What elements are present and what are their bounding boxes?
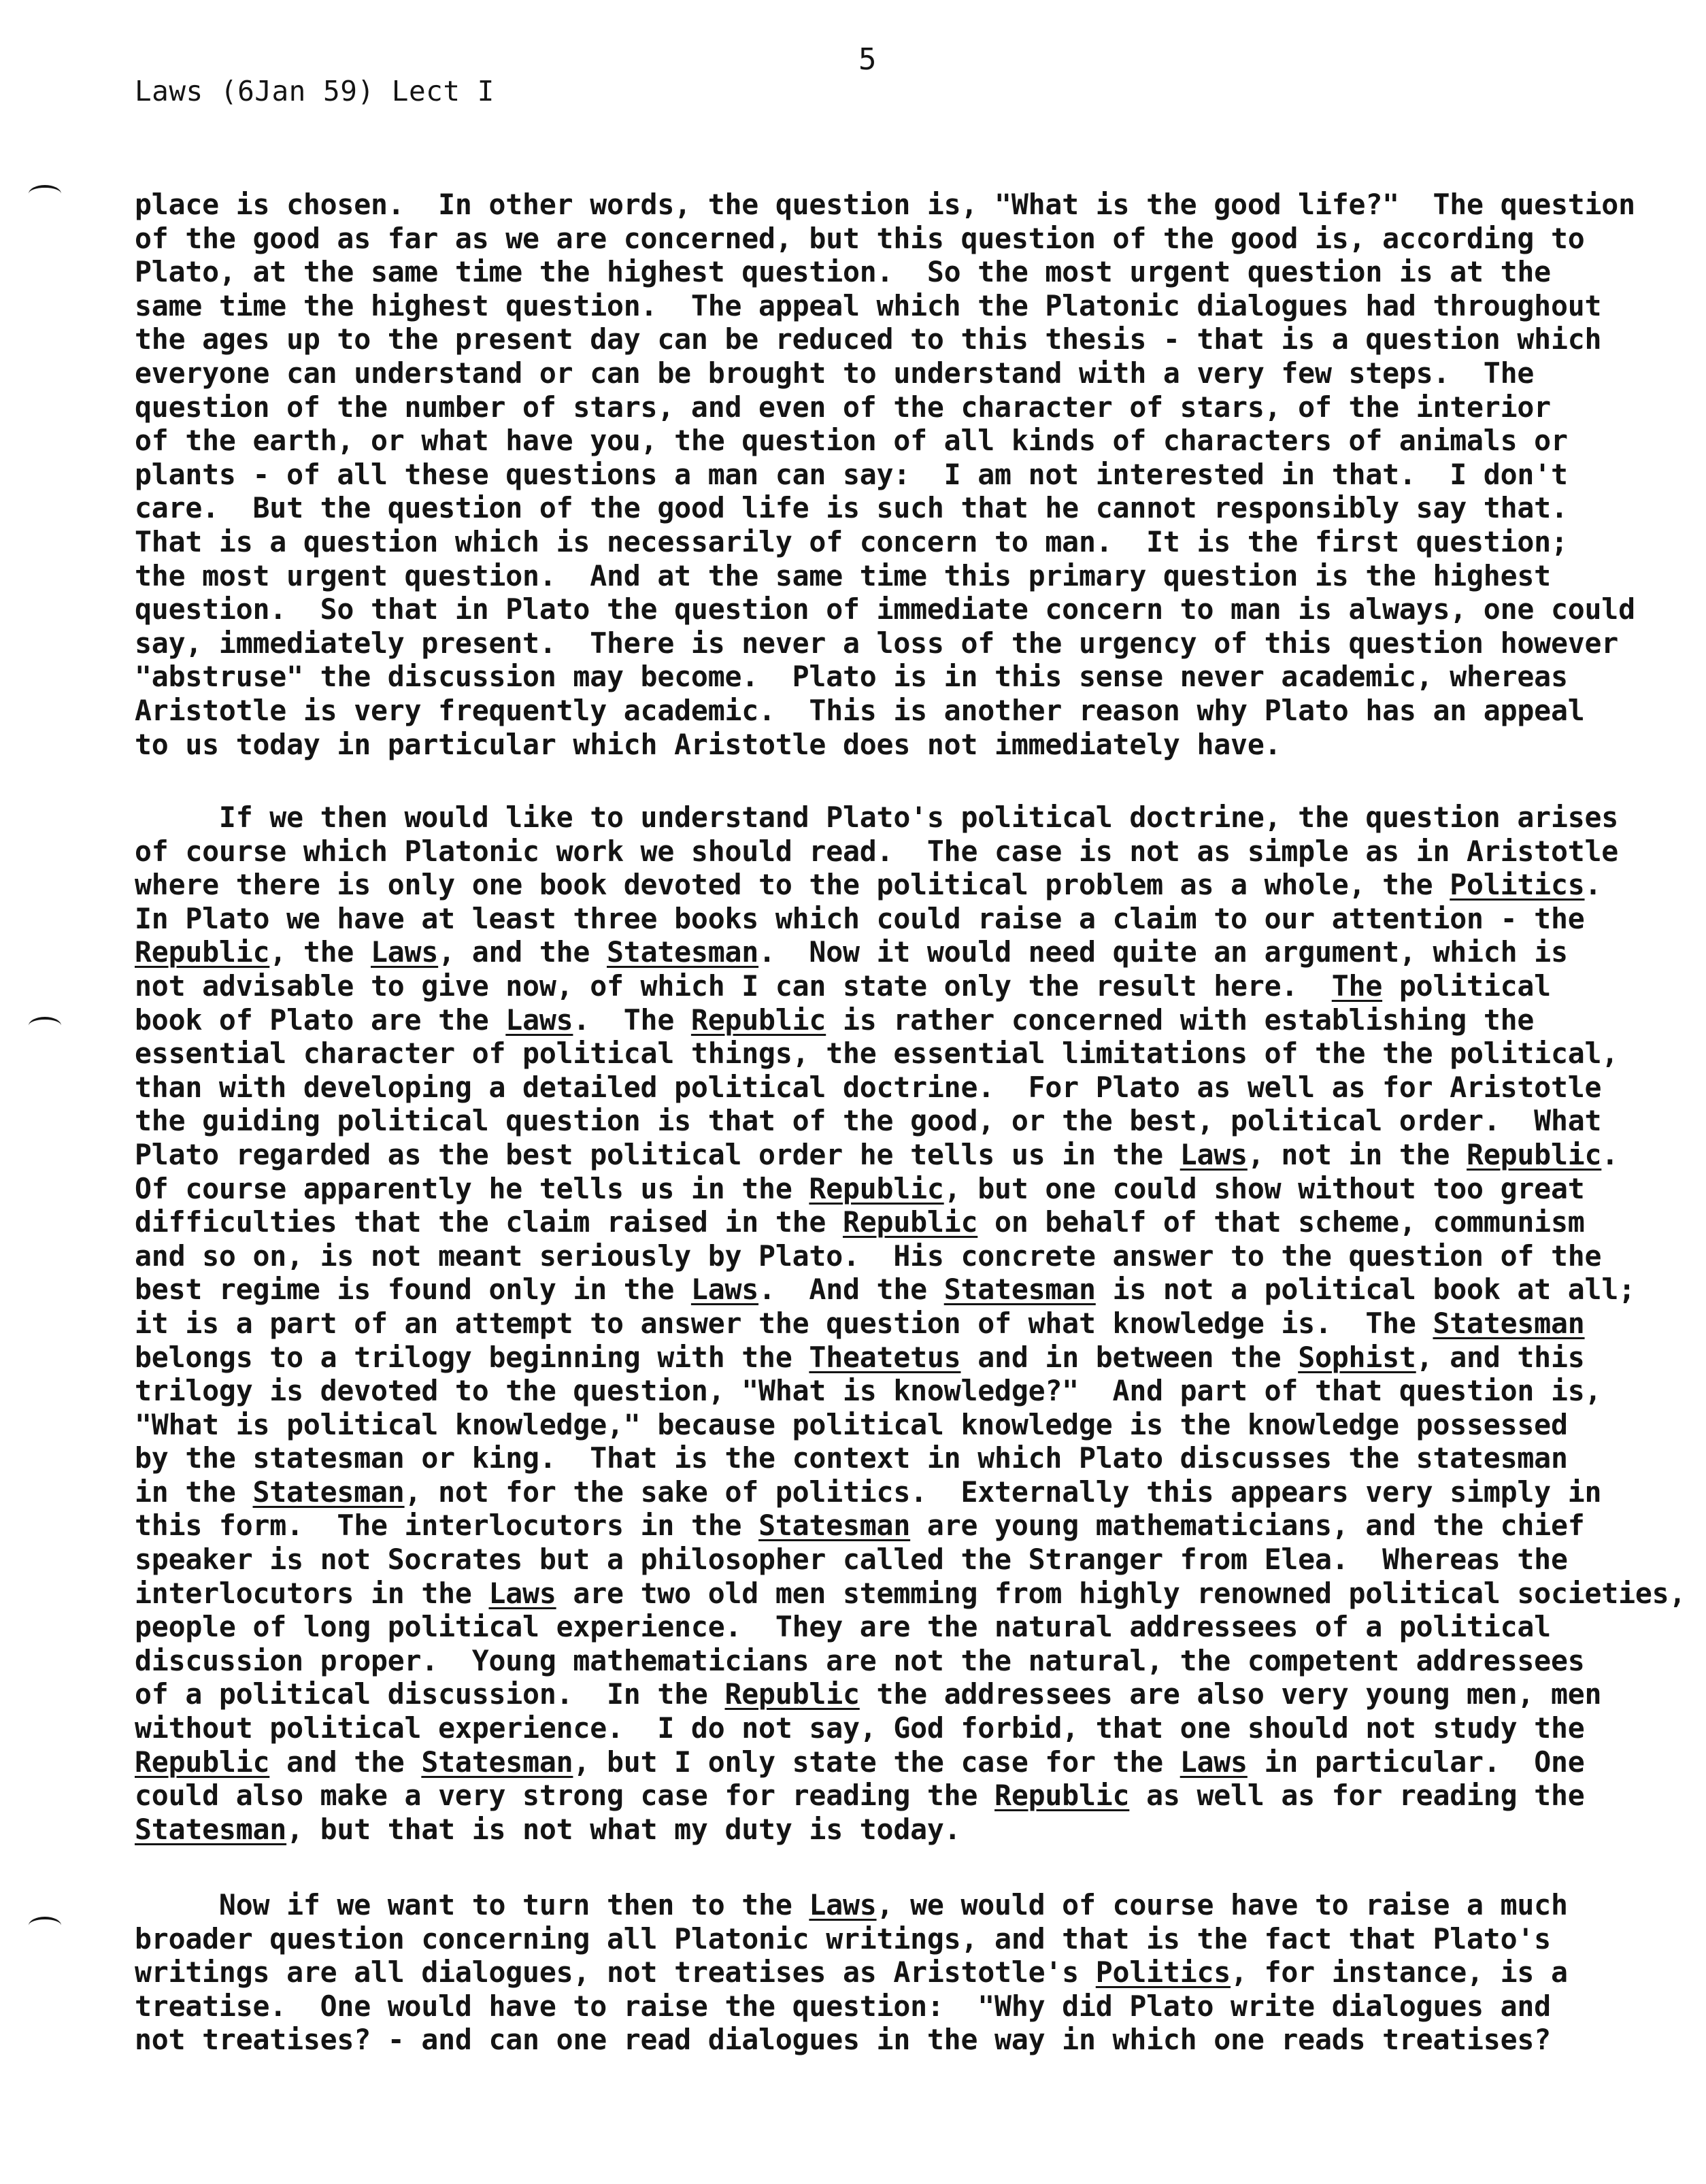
text-run: . Now it would need quite an argument, which is	[758, 935, 1568, 969]
underlined-title: Statesman	[1433, 1306, 1585, 1340]
text-run: is not a political book at all;	[1095, 1273, 1635, 1307]
text-run: . The	[573, 1003, 691, 1037]
underlined-title: Sophist	[1298, 1340, 1416, 1374]
text-line	[135, 1341, 1672, 1375]
text-line	[135, 1888, 1672, 1922]
text-run: not advisable to give now, of which I can state only the result here.	[135, 969, 1332, 1003]
text-line	[135, 1779, 1672, 1813]
text-run: in the	[135, 1475, 253, 1509]
text-run: where there is only one book devoted to the political problem as a whole, the	[135, 868, 1450, 902]
text-line	[135, 835, 1672, 869]
text-run: political	[1382, 969, 1551, 1003]
text-run: same time the highest question. The appeal which the Platonic dialogues had throughout	[135, 288, 1602, 322]
text-run: question. So that in Plato the question of immediate concern to man is always, one could	[135, 592, 1635, 626]
text-line	[135, 289, 1672, 323]
margin-mark	[29, 1017, 61, 1035]
text-run: of the good as far as we are concerned, but this question of the good is, according to	[135, 221, 1585, 255]
text-line	[135, 935, 1672, 969]
text-run: and so on, is not meant seriously by Plato. His concrete answer to the question of the	[135, 1239, 1602, 1273]
text-run: as well as for reading the	[1129, 1779, 1585, 1813]
underlined-title: Republic	[809, 1171, 944, 1205]
text-line	[135, 1104, 1672, 1138]
text-run: in particular. One	[1247, 1745, 1585, 1779]
text-run: to us today in particular which Aristotle does not immediately have.	[135, 727, 1282, 761]
text-line	[135, 1138, 1672, 1172]
text-line	[135, 1172, 1672, 1206]
underlined-title: Republic	[724, 1677, 860, 1711]
text-run: , the	[269, 935, 371, 969]
text-line	[135, 626, 1672, 660]
text-run: , not in the	[1247, 1137, 1467, 1171]
text-run: If we then would like to understand Plato's political doctrine, the question arises	[135, 801, 1619, 834]
underlined-title: Politics	[1095, 1955, 1231, 1989]
underlined-title: Laws	[488, 1576, 556, 1610]
text-line	[135, 222, 1672, 256]
text-run: writings are all dialogues, not treatises as Aristotle's	[135, 1955, 1096, 1989]
text-line	[135, 1475, 1672, 1509]
text-line	[135, 1711, 1672, 1745]
underlined-title: Laws	[1180, 1137, 1248, 1171]
text-run: place is chosen. In other words, the question is, "What is the good life?" The question	[135, 188, 1635, 221]
text-run: Now if we want to turn then to the	[135, 1888, 809, 1921]
text-run: difficulties that the claim raised in the	[135, 1205, 843, 1239]
text-run: .	[1584, 868, 1602, 902]
text-run: speaker is not Socrates but a philosopher called the Stranger from Elea. Whereas the	[135, 1543, 1568, 1577]
underlined-title: Laws	[371, 935, 439, 969]
paragraph	[135, 188, 1672, 761]
text-run: than with developing a detailed political doctrine. For Plato as well as for Aristotle	[135, 1070, 1602, 1104]
text-run: the guiding political question is that of the good, or the best, political order. What	[135, 1104, 1602, 1138]
underlined-title: Statesman	[421, 1745, 573, 1779]
text-line	[135, 868, 1672, 902]
text-run: by the statesman or king. That is the context in which Plato discusses the statesman	[135, 1441, 1568, 1475]
text-line	[135, 322, 1672, 356]
text-line	[135, 525, 1672, 559]
text-run: are two old men stemming from highly renowned political societies,	[556, 1576, 1686, 1610]
underlined-title: Statesman	[607, 935, 759, 969]
text-run: Plato regarded as the best political order he tells us in the	[135, 1137, 1180, 1171]
text-run: best regime is found only in the	[135, 1273, 691, 1307]
underlined-title: Statesman	[943, 1273, 1096, 1307]
underlined-title: Statesman	[758, 1509, 911, 1543]
text-run: trilogy is devoted to the question, "What is knowledge?" And part of that question is,	[135, 1374, 1602, 1408]
text-line	[135, 660, 1672, 694]
text-run: In Plato we have at least three books which could raise a claim to our attention - the	[135, 901, 1585, 935]
text-run: broader question concerning all Platonic writings, and that is the fact that Plato's	[135, 1921, 1551, 1955]
text-line	[135, 255, 1672, 289]
text-line	[135, 1576, 1686, 1611]
text-line	[135, 356, 1672, 390]
text-run: , but one could show without too great	[943, 1171, 1585, 1205]
text-run: and in between the	[960, 1340, 1299, 1374]
underlined-title: Theatetus	[809, 1340, 961, 1374]
text-run: it is a part of an attempt to answer the question of what knowledge is. The	[135, 1306, 1433, 1340]
text-run: , but I only state the case for the	[573, 1745, 1180, 1779]
text-run: say, immediately present. There is never a loss of the urgency of this question however	[135, 626, 1619, 660]
text-line	[135, 1509, 1672, 1543]
text-run: Aristotle is very frequently academic. This is another reason why Plato has an appeal	[135, 693, 1585, 727]
underlined-title: Republic	[842, 1205, 978, 1239]
text-line	[135, 1205, 1672, 1239]
text-line	[135, 1813, 1672, 1847]
text-run: treatise. One would have to raise the question: "Why did Plato write dialogues and	[135, 1989, 1551, 2023]
text-line	[135, 1745, 1672, 1779]
text-run: , and the	[438, 935, 607, 969]
text-line	[135, 1610, 1672, 1644]
text-line	[135, 1374, 1672, 1408]
text-line	[135, 424, 1672, 458]
text-line	[135, 458, 1672, 492]
paragraph	[135, 1888, 1672, 2057]
underlined-title: Statesman	[135, 1812, 287, 1846]
text-line	[135, 969, 1672, 1003]
text-line	[135, 1003, 1672, 1037]
text-run: interlocutors in the	[135, 1576, 489, 1610]
text-line	[135, 1408, 1672, 1442]
text-line	[135, 1071, 1672, 1105]
text-line	[135, 188, 1672, 222]
text-run: care. But the question of the good life is such that he cannot responsibly say that.	[135, 491, 1568, 525]
text-line	[135, 1989, 1672, 2023]
text-run: could also make a very strong case for reading the	[135, 1779, 995, 1813]
text-run: everyone can understand or can be brought to understand with a very few steps. The	[135, 356, 1535, 390]
text-line	[135, 559, 1672, 593]
text-run: of the earth, or what have you, the question of all kinds of characters of animals or	[135, 424, 1568, 458]
text-run: .	[1601, 1137, 1619, 1171]
text-run: , but that is not what my duty is today.	[286, 1812, 961, 1846]
underlined-title: Republic	[994, 1779, 1130, 1813]
text-line	[135, 1922, 1672, 1956]
text-run: belongs to a trilogy beginning with the	[135, 1340, 809, 1374]
text-run: the ages up to the present day can be reduced to this thesis - that is a question which	[135, 322, 1602, 356]
text-run: on behalf of that scheme, communism	[977, 1205, 1585, 1239]
margin-mark	[29, 185, 61, 203]
text-run: , and this	[1416, 1340, 1585, 1374]
text-run: essential character of political things, the essential limitations of the the political,	[135, 1037, 1619, 1071]
text-line	[135, 390, 1672, 424]
page-number: 5	[858, 42, 877, 77]
text-run: not treatises? - and can one read dialogues in the way in which one reads treatises?	[135, 2023, 1551, 2057]
text-run: "What is political knowledge," because political knowledge is the knowledge possessed	[135, 1407, 1568, 1441]
text-run: of a political discussion. In the	[135, 1677, 725, 1711]
text-run: plants - of all these questions a man can say: I am not interested in that. I don't	[135, 457, 1568, 491]
underlined-title: Republic	[690, 1003, 826, 1037]
underlined-title: Laws	[809, 1888, 877, 1921]
underlined-title: Laws	[505, 1003, 573, 1037]
underlined-title: The	[1331, 969, 1383, 1003]
text-line	[135, 1273, 1672, 1307]
paragraph	[135, 801, 1686, 1846]
text-run: and the	[269, 1745, 422, 1779]
underlined-title: Laws	[1180, 1745, 1248, 1779]
text-run: book of Plato are the	[135, 1003, 506, 1037]
text-run: is rather concerned with establishing the	[826, 1003, 1535, 1037]
text-run: "abstruse" the discussion may become. Plato is in this sense never academic, whereas	[135, 660, 1568, 694]
text-line	[135, 1307, 1672, 1341]
underlined-title: Republic	[135, 1745, 270, 1779]
text-line	[135, 1955, 1672, 1989]
text-line	[135, 1677, 1672, 1711]
running-title: Laws (6Jan 59) Lect I	[135, 75, 495, 107]
text-line	[135, 1543, 1672, 1577]
text-run: , for instance, is a	[1231, 1955, 1568, 1989]
margin-mark	[29, 1917, 61, 1934]
text-line	[135, 491, 1672, 525]
text-run: , not for the sake of politics. Externally this appears very simply in	[404, 1475, 1602, 1509]
text-run: this form. The interlocutors in the	[135, 1509, 759, 1543]
underlined-title: Statesman	[252, 1475, 405, 1509]
text-run: the addressees are also very young men, men	[859, 1677, 1602, 1711]
text-run: of course which Platonic work we should read. The case is not as simple as in Aristotle	[135, 834, 1619, 868]
text-line	[135, 728, 1672, 762]
text-run: are young mathematicians, and the chief	[910, 1509, 1585, 1543]
text-line	[135, 1037, 1672, 1071]
underlined-title: Republic	[135, 935, 270, 969]
text-run: Of course apparently he tells us in the	[135, 1171, 809, 1205]
text-line	[135, 1644, 1672, 1678]
text-run: question of the number of stars, and even of the character of stars, of the interior	[135, 390, 1551, 424]
text-line	[135, 902, 1672, 936]
underlined-title: Politics	[1450, 868, 1585, 902]
text-line	[135, 2023, 1672, 2057]
text-run: the most urgent question. And at the same time this primary question is the highest	[135, 558, 1551, 592]
text-line	[135, 801, 1672, 835]
text-line	[135, 1239, 1672, 1273]
text-run: , we would of course have to raise a much	[876, 1888, 1568, 1921]
text-run: people of long political experience. They are the natural addressees of a political	[135, 1610, 1551, 1644]
underlined-title: Republic	[1467, 1137, 1602, 1171]
text-run: discussion proper. Young mathematicians are not the natural, the competent addressees	[135, 1643, 1585, 1677]
text-line	[135, 694, 1672, 728]
text-run: . And the	[758, 1273, 944, 1307]
text-run: Plato, at the same time the highest question. So the most urgent question is at the	[135, 255, 1551, 289]
text-line	[135, 1441, 1672, 1475]
text-line	[135, 592, 1672, 626]
underlined-title: Laws	[690, 1273, 759, 1307]
text-run: without political experience. I do not say, God forbid, that one should not study the	[135, 1711, 1585, 1745]
text-run: That is a question which is necessarily of concern to man. It is the first question;	[135, 524, 1568, 558]
